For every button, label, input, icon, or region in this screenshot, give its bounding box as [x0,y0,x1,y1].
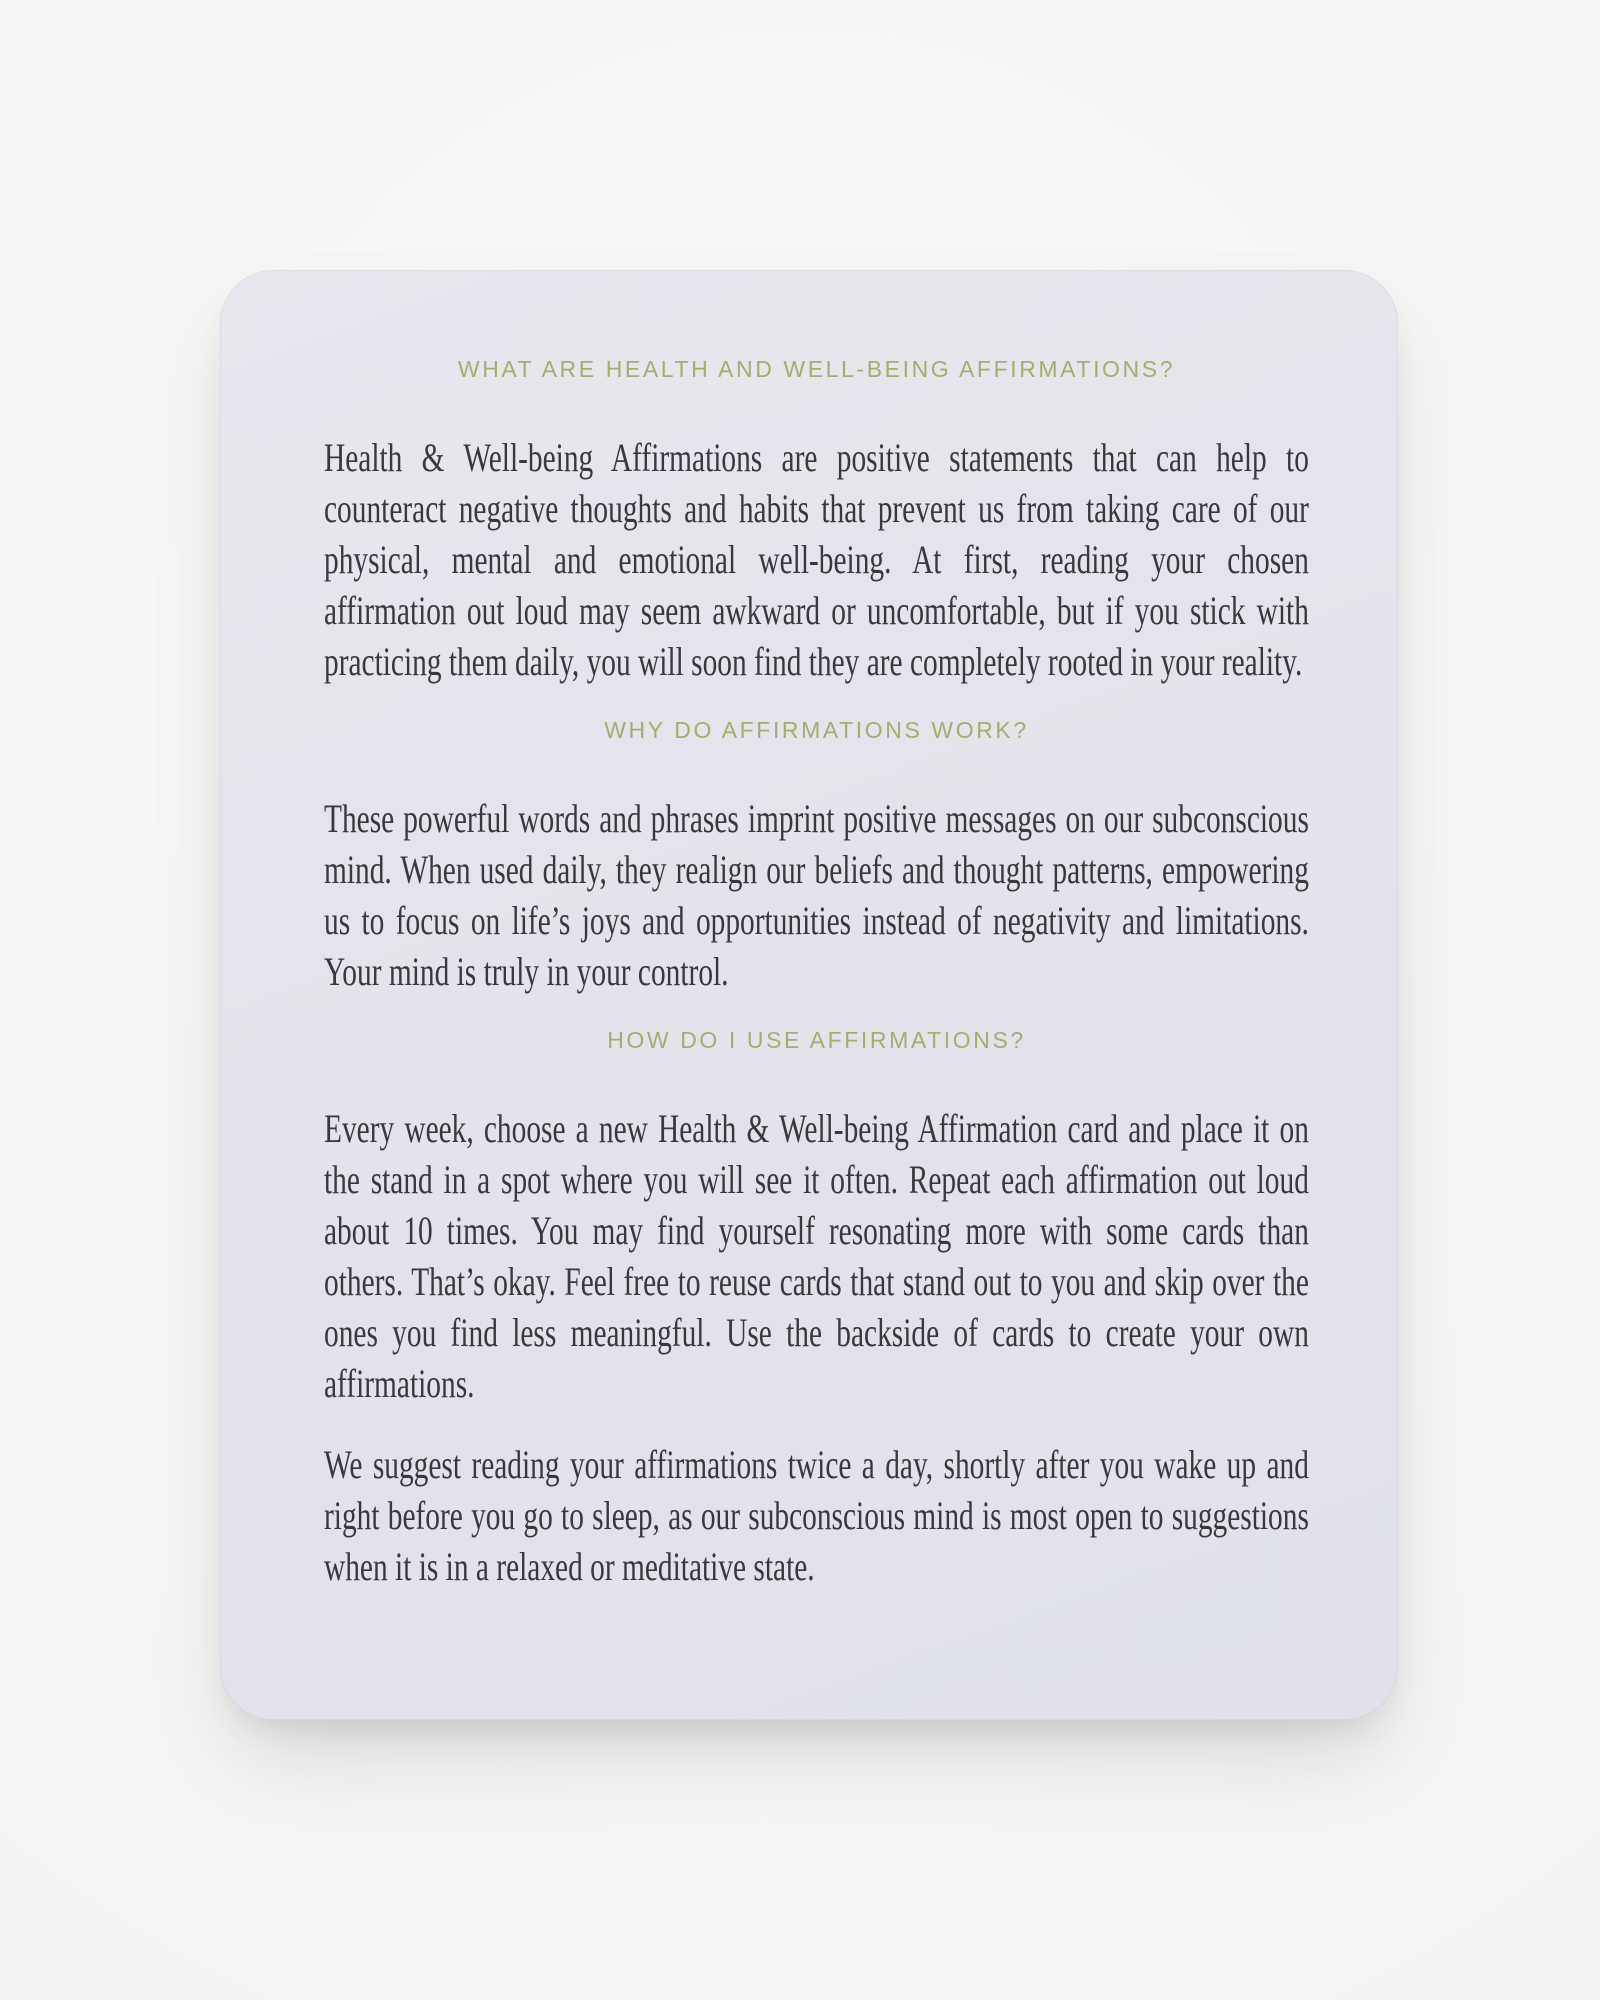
section-why-affirmations-work [324,717,1398,997]
section-how-to-use-affirmations [324,1027,1398,1592]
paragraph-how-to-use-affirmations: Every week, choose a new Health & Well-being Affirmation card and place it on the stand in a spot where you will see it often. Repeat each affirmation out loud about 10 times. You may find yourself resonating more with some cards than others. That’s okay. Feel free to reuse cards that stand out to you and skip over the ones you find less meaningful. Use the backside of cards to create your own affirmations. [324,1106,1309,1406]
section-heading-how-to-use-affirmations: HOW DO I USE AFFIRMATIONS? [607,1027,1026,1053]
section-what-are-affirmations [324,356,1398,687]
paragraph-why-affirmations-work: These powerful words and phrases imprint positive messages on our subconscious mind. When used daily, they realign our beliefs and thought patterns, empowering us to focus on life’s joys and opportunities instead of negativity and limitations. Your mind is truly in your control. [324,796,1309,994]
section-heading-why-affirmations-work: WHY DO AFFIRMATIONS WORK? [604,717,1029,743]
section-heading-what-are-affirmations: WHAT ARE HEALTH AND WELL-BEING AFFIRMATIONS? [457,356,1176,382]
affirmations-instruction-card [220,270,1398,1720]
paragraph-what-are-affirmations: Health & Well-being Affirmations are positive statements that can help to counteract negative thoughts and habits that prevent us from taking care of our physical, mental and emotional well-being. At first, reading your chosen affirmation out loud may seem awkward or uncomfortable, but if you stick with practicing them daily, you will soon find they are completely rooted in your reality. [324,435,1309,684]
paragraph-reading-suggestion: We suggest reading your affirmations twice a day, shortly after you wake up and right before you go to sleep, as our subconscious mind is most open to suggestions when it is in a relaxed or meditative state. [324,1442,1309,1589]
